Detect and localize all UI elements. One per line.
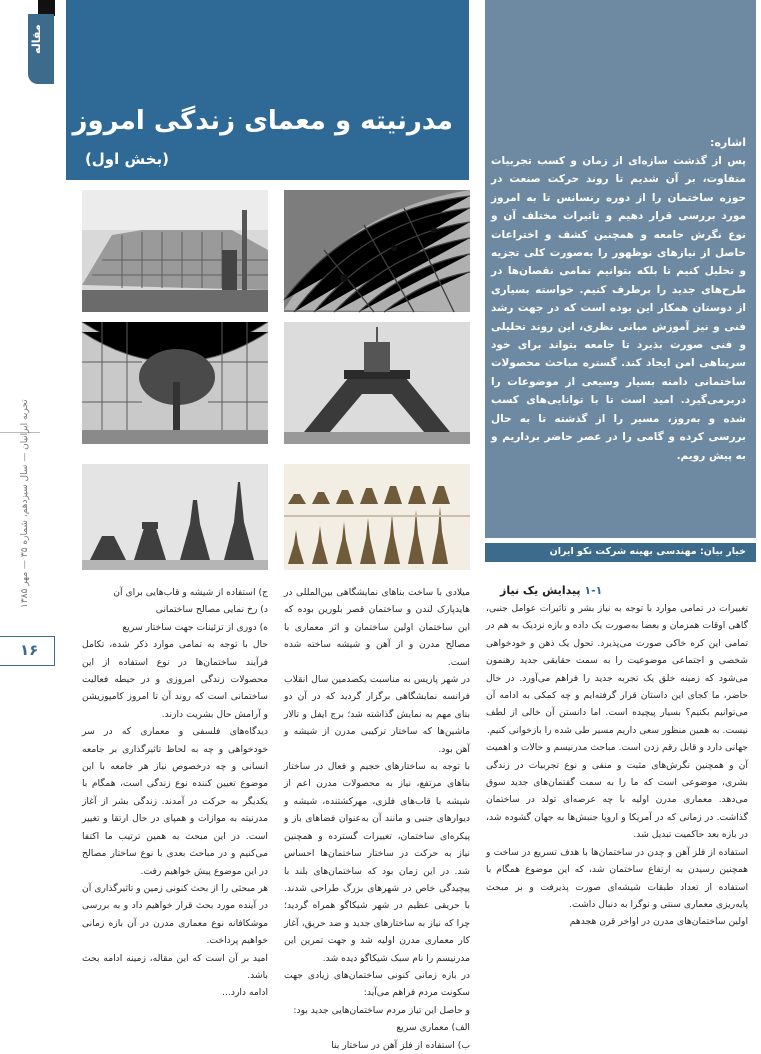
paragraph: استفاده از فلز آهن و چدن در ساختمان‌ها با هدف تسریع در ساخت و همچنین رسیدن به ارتفاع ساختمان شد، که این موضوع همگام با استفاده از تعداد طبقات شیشه‌ای صورت پذیرفت و بر مبحث پایه‌ریزی معماری سنتی و نوگرا به دنبال داشت. <box>486 846 748 910</box>
abstract-panel <box>485 0 756 538</box>
eiffel-tower-stages-photo <box>82 464 268 570</box>
section-heading <box>500 584 602 597</box>
paragraph: اولین ساختمان‌های مدرن در اواخر قرن هجدهم <box>569 916 748 928</box>
section-heading-text: پیدایش یک نیاز <box>500 584 581 597</box>
abstract-heading: اشاره: <box>710 136 746 149</box>
list-item: الف) معماری سریع <box>396 1022 470 1034</box>
section-heading-number: ۱-۱ <box>584 584 603 597</box>
author-bar <box>485 543 756 562</box>
paragraph: امید بر آن است که این مقاله، زمینه ادامه بحث باشد. <box>82 952 268 981</box>
text-column-middle <box>284 584 470 1051</box>
paragraph: حال با توجه به تمامی موارد ذکر شده، تکامل فرآیند ساختمان‌ها در نوع استفاده از این محصولات زندگی امروزی و در حیطه فعالیت ساختمانی است که روند آن تا امروز کامپوزیشن و آرامش حال بشریت دارند. <box>82 639 268 720</box>
continued-note: ادامه دارد... <box>222 987 268 999</box>
paragraph: تغییرات در تمامی موارد با توجه به نیاز بشر و تاثیرات عوامل جنبی، گاهی اوقات همزمان و بعضا به‌صورت یک داده و بازه نزدیک به هم در تمامی این کره خاکی صورت می‌پذیرد. تحول یک ذهن و خودخواهی شخصی و اجتماعی موضوعیت را به سمت حقایقی جدید رهنمون می‌شود که زمینه خلق یک تجربه جدید را فراهم می‌آورد. در حال حاضر، ما کجای این داستان قرار گرفته‌ایم و چه کمکی به ادامه آن می‌توانیم بکنیم؟ بسیار پیچیده است. اما دانستن آن خالی از لطف نیست. به همین منظور سعی داریم مسیر طی شده را بازخوانی کنیم. <box>486 603 748 736</box>
title-block <box>66 0 469 180</box>
crystal-palace-interior-tree-photo <box>82 322 268 444</box>
list-item: و حاصل این تیاز مردم ساختمان‌هایی جدید بود: <box>293 1004 470 1016</box>
list-item: ب) استفاده از فلز آهن در ساختار بنا <box>331 1039 470 1051</box>
author-credit: خیار بیان: مهندسی بهینه شرکت نکو ایران <box>549 546 746 557</box>
text-column-left <box>82 584 268 1034</box>
paragraph: میلادی با ساخت بناهای نمایشگاهی بین‌المللی در هایدپارک لندن و ساختمان قصر بلورین بوده که این ساختمان اولین ساختمان و اثر معماری با مصالح مدرن و از آهن و شیشه ساخته شده است. <box>284 587 470 668</box>
paragraph: دیدگاه‌های فلسفی و معماری که در سر خودخواهی و چه به لحاظ تاثیرگذاری بر جامعه انسانی و چه درخصوص نیاز هر جامعه با این موضوع تعیین کننده نوع زندگی است، همگام با یکدیگر به حرکت در آمدند. زندگی بشر از آغاز مدرنیته به موازات و همپای در حال ارتقا و تغییر است. در این مبحث به همین ترتیب ما اکتفا می‌کنیم و در مباحث بعدی با نوع ساختار مصالح در این موضوع پیش خواهیم رفت. <box>82 726 268 877</box>
crystal-palace-exterior-photo <box>82 190 268 312</box>
text-column-right <box>486 600 748 1035</box>
paragraph: در شهر پاریس به مناسبت یکصدمین سال انقلاب فرانسه نمایشگاهی برگزار گردید که در آن دو بنای مهم به نمایش گذاشته شد؛ برج ایفل و تالار ماشین‌ها که ساختار ترکیبی مدرن از شیشه و آهن بود. <box>284 674 470 755</box>
paragraph: جهانی دارد و قابل رقم زدن است. مباحث مدرنیسم و حالات و اهمیت آن و همچنین نگرش‌های مثبت و منفی و نوع تجربیات در زندگی بشری، موضوعی است که ما را به سمت گفتمان‌های جدید سوق می‌دهد. معماری مدرن اولیه با چه عرصه‌ای تولد در ساختمان گذاشت. در زمانی که در آمریکا و اروپا جنبش‌ها به جهان گشوده شد، در بازه بعد حاکمیت تبدیل شد. <box>486 742 748 841</box>
section-tab <box>28 14 54 84</box>
section-label: مقاله <box>30 24 43 54</box>
list-item: ج) استفاده از شیشه و قاب‌هایی برای آن <box>113 587 268 598</box>
eiffel-tower-sequence-photo <box>284 464 470 570</box>
paragraph: هر مبحثی را از بحث کنونی زمین و تاثیرگذاری آن در آینده مورد بحث قرار خواهیم داد و به بررسی موشکافانه نوع معماری مدرن در آن بازه زمانی خواهیم پرداخت. <box>82 882 268 947</box>
journal-info-text: تجربه ایرانیان — سال سیزدهم، شماره ۳۵ — مهر ۱۳۸۵ <box>20 399 30 608</box>
glass-roof-workers-photo <box>284 190 470 312</box>
abstract-body: پس از گذشت سازه‌ای از زمان و کسب تجربیات متفاوت، بر آن شدیم تا روند حرکت صنعت در حوزه ساختمان را از دوره رنسانس تا به امروز مورد بررسی قرار دهیم و تاثیرات مختلف آن و نوع نگرش جامعه و همچنین کشف و اختراعات حاصل از نیازهای نوظهور را به‌صورت کلی تجزیه و تحلیل کنیم تا بلکه بتوانیم تمامی نقصان‌ها در طرح‌های جدید را برطرف کنیم. خواسته بسیاری از دوستان همکار این بوده است که در جهت رشد فنی و نیز آموزش مبانی نظری، این روند تحلیلی و فنی صورت بذیرد تا جامعه بتواند برای خود سرپناهی امن ایجاد کند. گستره مباحث محصولات ساختمانی دامنه بسیار وسیعی از موضوعات را دربرمی‌گیرد. امید است تا با توانایی‌های کسب شده و به‌روز، مسیر را از گذشته تا به حال بررسی کرده و گامی را در عصر حاضر برداریم و به پیش رویم. <box>491 155 746 462</box>
article-subtitle: (بخش اول) <box>84 150 169 168</box>
paragraph: در بازه زمانی کنونی ساختمان‌های زیادی جهت سکونت مردم فراهم می‌آید: <box>284 969 470 999</box>
paragraph: با توجه به ساختارهای حجیم و فعال در ساختار بناهای مرتفع، نیاز به محصولات مدرن اعم از شیشه با قاب‌های فلزی، مهرکشتنده، شیشه و دیوارهای جنبی و مانند آن به‌عنوان فضاهای باز و پیکره‌ای ساختمان، تغییرات گسترده و همچنین نیاز به حرکت در ساختار ساختمان‌ها احساس شد. در این زمان بود که ساختمان‌های بلند با پیچیدگی خاص در شهرهای بزرگ طراحی شدند. با حریقی عظیم در شهر شیکاگو همراه گردید؛ چرا که نیاز به ساختارهای جدید و ضد حریق، آغاز کار معماری مدرن اولیه شد و جهت تمرین این مدرنیسم را نام سبک شیکاگو دیده شد. <box>284 761 470 964</box>
article-title: مدرنیته و معمای زندگی امروز <box>72 106 453 136</box>
eiffel-tower-construction-photo <box>284 322 470 444</box>
journal-info <box>6 399 30 612</box>
page-number: ۱۶ <box>20 641 39 659</box>
list-item: د) رخ نمایی مصالح ساختمانی <box>155 604 268 616</box>
list-item: ه) دوری از تزئینات جهت ساختار سریع <box>122 621 268 633</box>
page-number-box <box>0 636 55 666</box>
